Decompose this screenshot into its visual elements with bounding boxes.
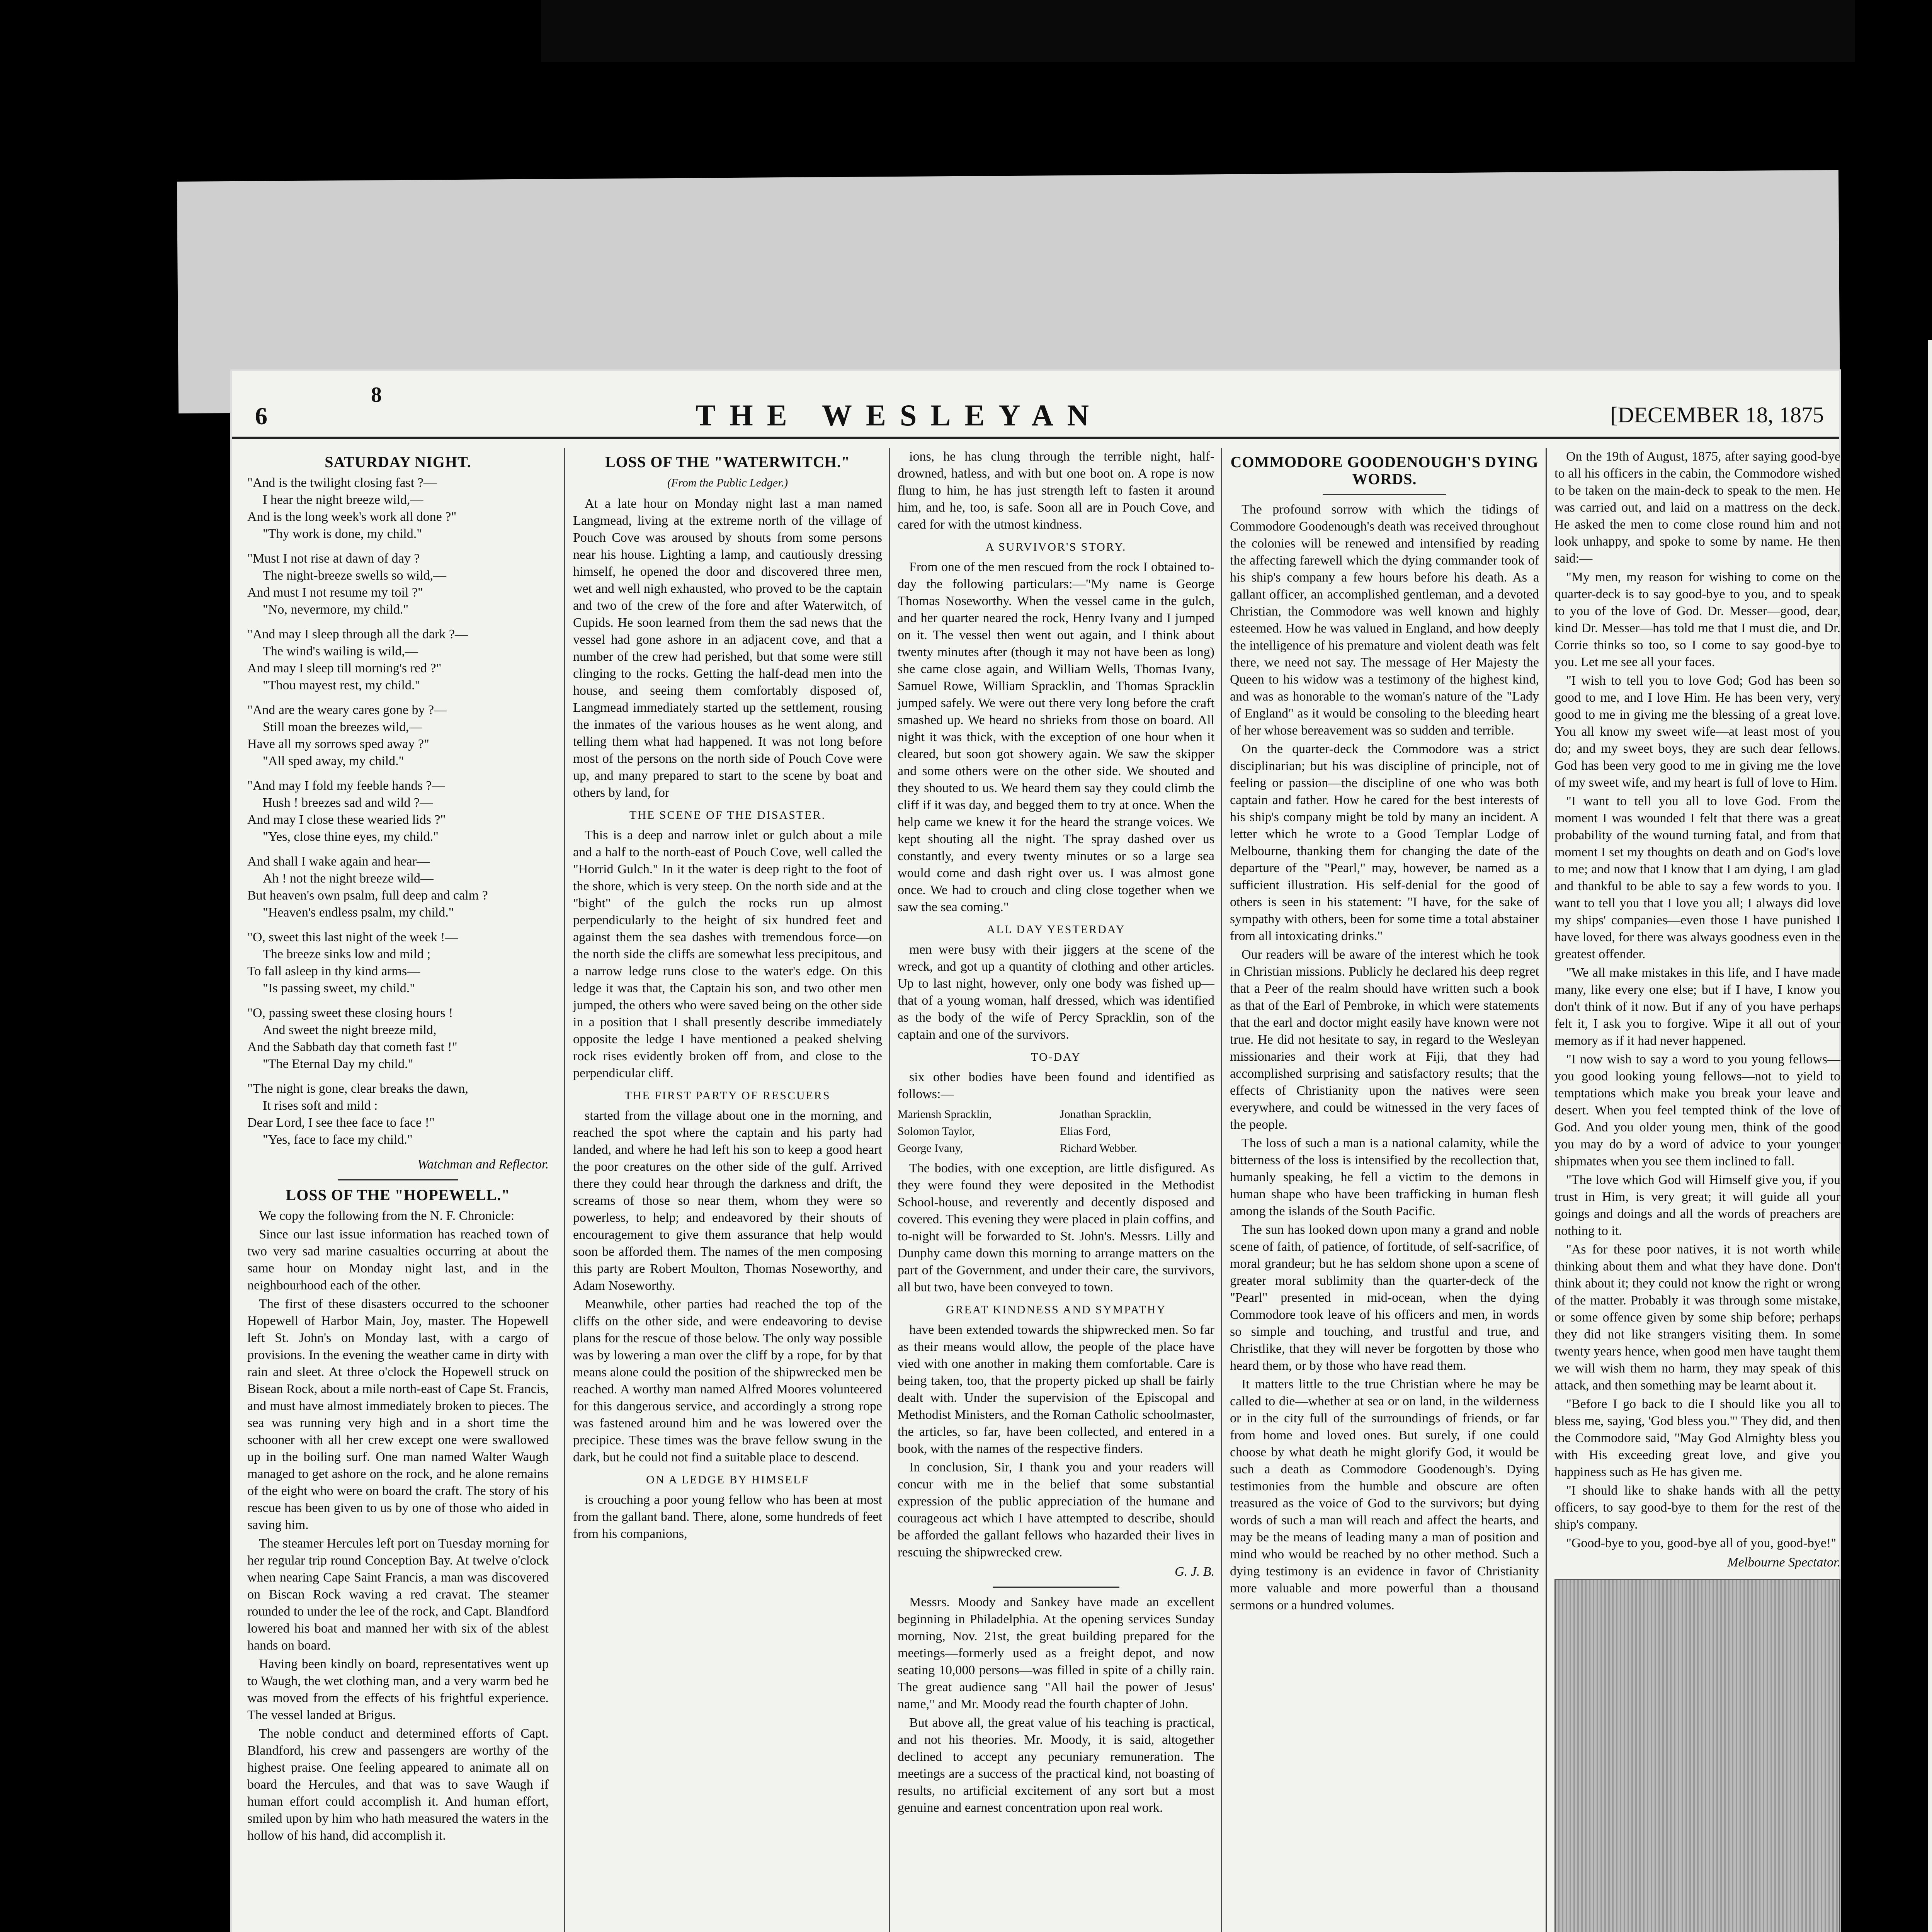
paragraph: The profound sorrow with which the tidings of Commodore Goodenough's death was received throughout the colonies will be renewed and intensified by reading the affecting farewell which the dying commander took of his ship's company a few hours before his death. As a gallant officer, an accomplished gentleman, and a devoted Christian, the Commodore was well known and highly esteemed. How he was valued in England, and how deeply the intelligence of his premature and violent death was felt there, we need not say. The message of Her Majesty the Queen to his widow was a testimony of the highest kind, and was as honorable to the woman's nature of the "Lady of England" as it would be consoling to the bleeding heart of her whose bereavement was so sudden and terrible. bbox=[1230, 502, 1539, 738]
poem-line: Have all my sorrows sped away ?" bbox=[247, 737, 429, 751]
poem-stanza bbox=[247, 474, 549, 543]
paragraph: Our readers will be aware of the interest which he took in Christian missions. Publicly he declared his deep regret that a Peer of the realm should have written such a book as that of the Earl of Pembroke, in which were statements that the earl and doctor might easily have known were not true. He did not hesitate to say, in regard to the Wesleyan missionaries and their work at Fiji, that they had accomplished surprising and satisfactory results; that the effects of Christianity upon the natives were seen everywhere, and could be witnessed in the very faces of the people. bbox=[1230, 947, 1539, 1132]
scan-border bbox=[541, 0, 1855, 62]
divider bbox=[1323, 494, 1446, 495]
paragraph: It matters little to the true Christian where he may be called to die—whether at sea or on land, in the wilderness or in the city full of the surroundings of friends, or far from home and loved ones. But surely, if one could choose by what death he might glorify God, it would be such a death as Commodore Goodenough's. Dying testimonies from the humble and obscure are often treasured as the voice of God to the survivors; but dying words of such a man will reach and affect the hearts, and may be the means of leading many a man of position and mind who would be reached by no other method. Such a dying testimony is an evidence in favor of Christianity more valuable and more powerful than a thousand sermons or a hundred volumes. bbox=[1230, 1377, 1539, 1612]
victim-name: Elias Ford, bbox=[1060, 1125, 1111, 1138]
poem-line: "Thy work is done, my child." bbox=[263, 527, 422, 541]
poem-title: SATURDAY NIGHT. bbox=[325, 453, 471, 471]
paragraph: The first of these disasters occurred to the schooner Hopewell of Harbor Main, Joy, master. The Hopewell left St. John's on Monday last, with a cargo of provisions. In the evening the weather came in dirty with rain and sleet. At three o'clock the Hopewell struck on Bisean Rock, about a mile north-east of Cape St. Francis, and must have almost immediately broken to pieces. The sea was running very high and in a short time the schooner with all her crew except one were swallowed up in the boiling surf. One man named Walter Waugh managed to get ashore on the rock, and he alone remains of the eight who were on board the craft. The story of his rescue has been given to us by one of those who aided in saving him. bbox=[247, 1297, 549, 1532]
subheading: ON A LEDGE BY HIMSELF bbox=[646, 1473, 809, 1486]
poem-line: It rises soft and mild : bbox=[263, 1099, 378, 1113]
subheading: GREAT KINDNESS AND SYMPATHY bbox=[946, 1303, 1167, 1316]
poem-line: "Yes, face to face my child." bbox=[263, 1133, 413, 1147]
paragraph: At a late hour on Monday night last a man named Langmead, living at the extreme north of the village of Pouch Cove was aroused by shouts from some persons near his house. Lighting a lamp, and cautiously dressing himself, he opened the door and discovered three men, wet and well nigh exhausted, who proved to be the captain and two of the crew of the fore and after Waterwitch, of Cupids. He soon learned from them the sad news that the vessel had gone ashore in an adjacent cove, and that a number of the crew had perished, but that some were still clinging to the rocks. Getting the half-dead men into the house, and seeing them comfortably disposed of, Langmead immediately started up the settlement, rousing the inmates of the various houses as he went along, and telling them what had happened. It was not long before most of the persons on the north side of Pouch Cove were up, and many prepared to start to the scene by boat and others by land, for bbox=[573, 497, 882, 800]
poem-line: "No, nevermore, my child." bbox=[263, 602, 409, 617]
poem-line: "And may I sleep through all the dark ?— bbox=[247, 627, 468, 641]
article-source: (From the Public Ledger.) bbox=[667, 476, 788, 489]
article-body bbox=[898, 448, 1214, 533]
poem-line: To fall asleep in thy kind arms— bbox=[247, 964, 420, 978]
poem-line: "O, passing sweet these closing hours ! bbox=[247, 1006, 453, 1020]
column-5 bbox=[1546, 448, 1840, 1932]
paragraph: On the 19th of August, 1875, after saying good-bye to all his officers in the cabin, the Commodore wished to be taken on the main-deck to speak to the men. He was carried out, and laid on a mattress on the deck. He asked the men to come close round him and not look unhappy, and spoke to some by name. He then said:— bbox=[1554, 449, 1840, 566]
poem-stanza bbox=[247, 777, 549, 845]
paragraph: "I should like to shake hands with all the petty officers, to say good-bye to them for the rest of the ship's company. bbox=[1554, 1483, 1840, 1532]
article-body bbox=[898, 1594, 1214, 1816]
victim-name: Solomon Taylor, bbox=[898, 1125, 975, 1138]
paragraph: "I want to tell you all to love God. From the moment I was wounded I felt that there was a great probability of the wound turning fatal, and from that moment I set my thoughts on death and on God's love to me; and now that I know that I am dying, I am glad and thankful to be able to say a few words to you. I want to tell you that I love you all; I always did love my ships' companies—even those I have punished I have loved, for there was always goodness even in the greatest offender. bbox=[1554, 794, 1840, 961]
masthead bbox=[232, 383, 1839, 439]
article-body-hopewell bbox=[247, 1208, 549, 1844]
victim-name: Richard Webber. bbox=[1060, 1142, 1138, 1155]
newspaper-page bbox=[232, 371, 1839, 1932]
article-title-waterwitch: LOSS OF THE "WATERWITCH." bbox=[605, 453, 850, 471]
poem-line: And shall I wake again and hear— bbox=[247, 854, 430, 869]
poem-line: "And is the twilight closing fast ?— bbox=[247, 476, 437, 490]
column-4 bbox=[1221, 448, 1539, 1932]
poem-line: "Thou mayest rest, my child." bbox=[263, 678, 420, 692]
poem-line: "O, sweet this last night of the week !— bbox=[247, 930, 458, 944]
article-body bbox=[1554, 448, 1840, 1552]
article-body bbox=[898, 1160, 1214, 1296]
paragraph: have been extended towards the shipwrecked men. So far as their means would allow, the people of the place have vied with one another in making them comfortable. Care is being taken, too, that the property picked up shall be fairly dealt with. Under the supervision of the Episcopal and Methodist Ministers, and the Roman Catholic schoolmaster, the articles, so far, have been collected, and entered in a book, with the names of the respective finders. bbox=[898, 1323, 1214, 1456]
paragraph: "Before I go back to die I should like you all to bless me, saying, 'God bless you.'" They did, and then the Commodore said, "May God Almighty bless you with His exceeding great love, and give you happiness such as He has given me. bbox=[1554, 1397, 1840, 1479]
poem-line: "Is passing sweet, my child." bbox=[263, 981, 415, 995]
poem-line: "The Eternal Day my child." bbox=[263, 1057, 413, 1071]
poem-line: Hush ! breezes sad and wild ?— bbox=[263, 796, 433, 810]
poem-line: And is the long week's work all done ?" bbox=[247, 510, 457, 524]
paragraph: From one of the men rescued from the rock I obtained to-day the following particulars:—"My name is George Thomas Noseworthy. When the vessel came in the gulch, and her quarter neared the rock, Henry Ivany and I jumped on it. The vessel then went out again, and I think about twenty minutes after (though it may not have been as long) she came close again, and William Wells, Thomas Ivany, Samuel Rowe, William Spracklin, and Thomas Spracklin jumped safely. We were out there very long before the craft smashed up. We heard no shrieks from those on board. All night it was thick, with the exception of one hour when it cleared, but soon got showery again. We saw the skipper and some others were on the other side. We shouted and they shouted to us. We heard them say they could climb the cliff if it was day, and begged them to try at once. When the help came we knew it for the heard the strange voices. We kept shouting all the night. The spray dashed over us constantly, and every twenty minutes or so a large sea would come and dash right over us. I was almost gone once. We had to crouch and cling close together when we saw the sea coming." bbox=[898, 560, 1214, 914]
poem-stanza bbox=[247, 550, 549, 618]
paragraph: "We all make mistakes in this life, and I have made many, like every one else; but if I have, I know you don't think of it now. But if any of you have perhaps felt it, I ask you to forgive. Wipe it all out of your memory as if it had never happened. bbox=[1554, 966, 1840, 1048]
poem-stanza bbox=[247, 929, 549, 997]
victim-name: Mariensh Spracklin, bbox=[898, 1108, 992, 1121]
paragraph: On the quarter-deck the Commodore was a strict disciplinarian; but his was discipline of principle, not of feeling or passion—the discipline of one who was both captain and father. How he cared for the best interests of his ship's company might be told by many an incident. A letter which he wrote to a Good Templar Lodge of Melbourne, thanking them for changing the date of the departure of the "Pearl," may, however, be named as a sufficient illustration. His self-denial for the good of others is seen in his statement: "I have, for the sake of sympathy with others, been for some time a total abstainer from all intoxicating drinks." bbox=[1230, 742, 1539, 943]
poem-line: Ah ! not the night breeze wild— bbox=[263, 871, 434, 886]
poem-line: "Yes, close thine eyes, my child." bbox=[263, 830, 439, 844]
poem-line: Still moan the breezes wild,— bbox=[263, 720, 422, 734]
article-body bbox=[898, 559, 1214, 916]
article-body bbox=[573, 1492, 882, 1543]
paragraph: But above all, the great value of his teaching is practical, and not his theories. Mr. Moody, it is said, altogether declined to accept any pecuniary remuneration. The meetings are a success of the practical kind, not boasting of results, no artificial excitement of any sort but a most genuine and earnest concentration upon real work. bbox=[898, 1716, 1214, 1815]
article-body bbox=[898, 941, 1214, 1043]
poem-line: The breeze sinks low and mild ; bbox=[263, 947, 431, 961]
poem-source: Watchman and Reflector. bbox=[417, 1157, 549, 1172]
paragraph: Since our last issue information has reached town of two very sad marine casualties occurring at about the same hour on Monday night last, and in the neighbourhood each of the other. bbox=[247, 1227, 549, 1293]
paragraph: started from the village about one in the morning, and reached the spot where the captain and his party had landed, and where he had left his son to keep a good heart the poor creatures on the other side of the gulf. Arrived there they could hear through the darkness and drift, the screams of those so near them, whom they were so powerless, to help; and endeavored by their shouts of encouragement to give them assurance that help would soon be afforded them. The names of the men composing this party are Robert Moulton, Thomas Noseworthy, and Adam Noseworthy. bbox=[573, 1109, 882, 1293]
paragraph: The steamer Hercules left port on Tuesday morning for her regular trip round Conception Bay. At twelve o'clock when nearing Cape Saint Francis, a man was discovered on Biscan Rock waving a red cravat. The steamer rounded to under the lee of the rock, and Capt. Blandford lowered his boat and manned her with six of the ablest hands on board. bbox=[247, 1536, 549, 1653]
damaged-paper-area bbox=[1554, 1579, 1840, 1932]
paragraph: "My men, my reason for wishing to come on the quarter-deck is to say good-bye to you, and to speak to you of the love of God. Dr. Messer—good, dear, kind Dr. Messer—has told me that I must die, and Dr. Corrie thinks so too, so I come to say good-bye to you. Let me see all your faces. bbox=[1554, 570, 1840, 669]
paragraph: "As for these poor natives, it is not worth while thinking about them and what they have done. Don't think about it; they could not know the right or wrong of the matter. Probably it was through some mistake, or some offence given by some ship before; perhaps they did not like strangers visiting them. In some twenty years hence, when good men have taught them we will wish them no harm, they may speak of this attack, and then something may be learnt about it. bbox=[1554, 1242, 1840, 1393]
poem-line: "Must I not rise at dawn of day ? bbox=[247, 551, 420, 566]
article-title-hopewell: LOSS OF THE "HOPEWELL." bbox=[286, 1186, 510, 1204]
paragraph: "I wish to tell you to love God; God has been so good to me, and I love Him. He has been very, very good to me in giving me the blessing of a great love. You all know my sweet wife—at least most of you do; and my sweet boys, they are such dear fellows. God has been very good to me in giving me the love of my sweet wife, and my heart is full of love to Him. bbox=[1554, 673, 1840, 790]
subheading: THE FIRST PARTY OF RESCUERS bbox=[624, 1089, 831, 1102]
article-body bbox=[898, 1321, 1214, 1561]
adjacent-page bbox=[1928, 340, 1932, 1932]
poem-line: "And may I fold my feeble hands ?— bbox=[247, 779, 445, 793]
paragraph: This is a deep and narrow inlet or gulch about a mile and a half to the north-east of Pouch Cove, well called the "Horrid Gulch." In it the water is deep right to the foot of the shore, which is very steep. On the north side and at the "bight" of the gulch the rocks run up almost perpendicularly to the height of six hundred feet and against them the sea dashes with tremendous force—on the north side the cliffs are somewhat less precipitous, and a narrow ledge runs close to the water's edge. On this ledge it was that, the Captain his son, and two other men jumped, the others who were saved being on the other side in a position that I shall presently describe immediately opposite the ledge I have mentioned a peaked shelving rock rises evidently broken off from, and close to the perpendicular cliff. bbox=[573, 828, 882, 1080]
poem-line: "Heaven's endless psalm, my child." bbox=[263, 905, 454, 920]
poem-stanza bbox=[247, 1005, 549, 1073]
paragraph: "I now wish to say a word to you young fellows—you good looking young fellows—not to yield to temptations which make you break your leave and desert. When you feel tempted think of the love of God. And you older young men, think of the good you may do by a word of advice to your younger shipmates when you see them inclined to fall. bbox=[1554, 1052, 1840, 1168]
column-2 bbox=[564, 448, 882, 1932]
column-3 bbox=[889, 448, 1214, 1932]
article-body bbox=[573, 495, 882, 801]
poem-line: And may I close these wearied lids ?" bbox=[247, 813, 446, 827]
poem-stanza bbox=[247, 1080, 549, 1148]
subheading: THE SCENE OF THE DISASTER. bbox=[629, 809, 826, 821]
article-body bbox=[898, 1069, 1214, 1103]
article-signature: G. J. B. bbox=[1175, 1565, 1214, 1579]
article-source: Melbourne Spectator. bbox=[1727, 1555, 1840, 1570]
paragraph: men were busy with their jiggers at the scene of the wreck, and got up a quantity of clothing and other articles. Up to last night, however, only one body was fished up—that of a young woman, half dressed, which was identified as the body of the wife of Percy Spracklin, son of the captain and one of the survivors. bbox=[898, 942, 1214, 1042]
paragraph: We copy the following from the N. F. Chronicle: bbox=[259, 1209, 515, 1223]
paragraph: The bodies, with one exception, are little disfigured. As they were found they were deposited in the Methodist School-house, and reverently and decently disposed and covered. This evening they were placed in plain coffins, and to-night will be forwarded to St. John's. Messrs. Lilly and Dunphy came down this morning to arrange matters on the part of the Government, and under their care, the survivors, all but two, have been conveyed to town. bbox=[898, 1161, 1214, 1294]
paragraph: "Good-bye to you, good-bye all of you, good-bye!" bbox=[1566, 1536, 1837, 1550]
issue-date: [DECEMBER 18, 1875 bbox=[1610, 402, 1824, 427]
poem-stanza bbox=[247, 702, 549, 770]
poem-line: I hear the night breeze wild,— bbox=[263, 493, 423, 507]
divider bbox=[993, 1587, 1119, 1588]
poem-line: But heaven's own psalm, full deep and calm ? bbox=[247, 888, 488, 903]
poem-line: Dear Lord, I see thee face to face !" bbox=[247, 1116, 435, 1130]
paragraph: The loss of such a man is a national calamity, while the bitterness of the loss is intensified by the recollection that, humanly speaking, he fell a victim to the demons in human shape who have been trafficking in human flesh among the islands of the South Pacific. bbox=[1230, 1136, 1539, 1218]
name-list bbox=[898, 1106, 1214, 1157]
poem-stanza bbox=[247, 853, 549, 921]
poem-line: The night-breeze swells so wild,— bbox=[263, 568, 446, 583]
poem-line: "All sped away, my child." bbox=[263, 754, 404, 768]
column-1 bbox=[247, 448, 549, 1932]
divider bbox=[338, 1179, 458, 1180]
paragraph: "The love which God will Himself give you, if you trust in Him, is very great; it will guide all your goings and doings and all the words of preachers are nothing to it. bbox=[1554, 1173, 1840, 1238]
page-number: 6 bbox=[255, 402, 267, 430]
paragraph: Messrs. Moody and Sankey have made an excellent beginning in Philadelphia. At the opening services Sunday morning, Nov. 21st, the great building prepared for the meetings—formerly used as a freight depot, and now seating 10,000 persons—was filled in spite of a chilly rain. The great audience sang "All hail the power of Jesus' name," and Mr. Moody read the fourth chapter of John. bbox=[898, 1595, 1214, 1711]
paragraph: is crouching a poor young fellow who has been at most from the gallant band. There, alone, some hundreds of feet from his companions, bbox=[573, 1493, 882, 1541]
paragraph: Having been kindly on board, representatives went up to Waugh, the wet clothing man, and a very warm bed he was moved from the effects of his frightful experience. The vessel landed at Brigus. bbox=[247, 1657, 549, 1722]
paragraph: ions, he has clung through the terrible night, half-drowned, hatless, and with but one boot on. A rope is now flung to him, he has just strength left to fasten it around him, and he, too, is safe. Soon all are in Pouch Cove, and cared for with the utmost kindness. bbox=[898, 449, 1214, 532]
victim-name: George Ivany, bbox=[898, 1142, 963, 1155]
poem-line: The wind's wailing is wild,— bbox=[263, 644, 418, 658]
newspaper-title: THE WESLEYAN bbox=[696, 398, 1103, 432]
paragraph: The noble conduct and determined efforts of Capt. Blandford, his crew and passengers are worthy of the highest praise. One feeling appeared to animate all on board the Hercules, and that was to save Waugh if human effort could accomplish it. And human effort, smiled upon by him who hath measured the waters in the hollow of his hand, did accomplish it. bbox=[247, 1726, 549, 1843]
subheading: TO-DAY bbox=[1031, 1051, 1081, 1063]
paragraph: six other bodies have been found and identified as follows:— bbox=[898, 1070, 1214, 1101]
subheading: ALL DAY YESTERDAY bbox=[986, 923, 1126, 936]
poem-line: "The night is gone, clear breaks the dawn, bbox=[247, 1082, 468, 1096]
poem-line: And must I not resume my toil ?" bbox=[247, 585, 423, 600]
subheading: A SURVIVOR'S STORY. bbox=[985, 541, 1127, 553]
article-body bbox=[573, 827, 882, 1082]
paragraph: In conclusion, Sir, I thank you and your readers will concur with me in the belief that some substantial expression of the public appreciation of the humane and courageous act which I have attempted to describe, should be afforded the gallant fellows who hazarded their lives in rescuing the shipwrecked crew. bbox=[898, 1460, 1214, 1560]
poem-body bbox=[247, 474, 549, 1148]
paragraph: The sun has looked down upon many a grand and noble scene of faith, of patience, of fortitude, of self-sacrifice, of moral grandeur; but he has seldom shone upon a scene of greater moral sublimity than the quarter-deck of the "Pearl" presented in mid-ocean, when the dying Commodore took leave of his officers and men, in words so simple and touching, and trustful and true, and Christlike, that they will never be forgotten by those who heard them, or by those who have read them. bbox=[1230, 1223, 1539, 1373]
article-title-goodenough: COMMODORE GOODENOUGH'S DYING WORDS. bbox=[1230, 453, 1539, 488]
poem-stanza bbox=[247, 626, 549, 694]
paragraph: Meanwhile, other parties had reached the top of the cliffs on the other side, and were endeavoring to devise plans for the rescue of those below. The only way possible was by lowering a man over the cliff by a rope, for by that means alone could the position of the shipwrecked men be reached. A worthy man named Alfred Moores volunteered for this dangerous service, and accordingly a strong rope was fastened around him and he was lowered over the precipice. These times was the brave fellow swung in the dark, but he could not find a suitable place to descend. bbox=[573, 1297, 882, 1464]
article-body bbox=[573, 1107, 882, 1466]
poem-line: And sweet the night breeze mild, bbox=[263, 1023, 437, 1037]
poem-line: And may I sleep till morning's red ?" bbox=[247, 661, 442, 675]
page-number-top: 8 bbox=[371, 383, 382, 407]
poem-line: "And are the weary cares gone by ?— bbox=[247, 703, 447, 717]
article-body bbox=[1230, 501, 1539, 1614]
poem-line: And the Sabbath day that cometh fast !" bbox=[247, 1040, 457, 1054]
victim-name: Jonathan Spracklin, bbox=[1060, 1108, 1151, 1121]
